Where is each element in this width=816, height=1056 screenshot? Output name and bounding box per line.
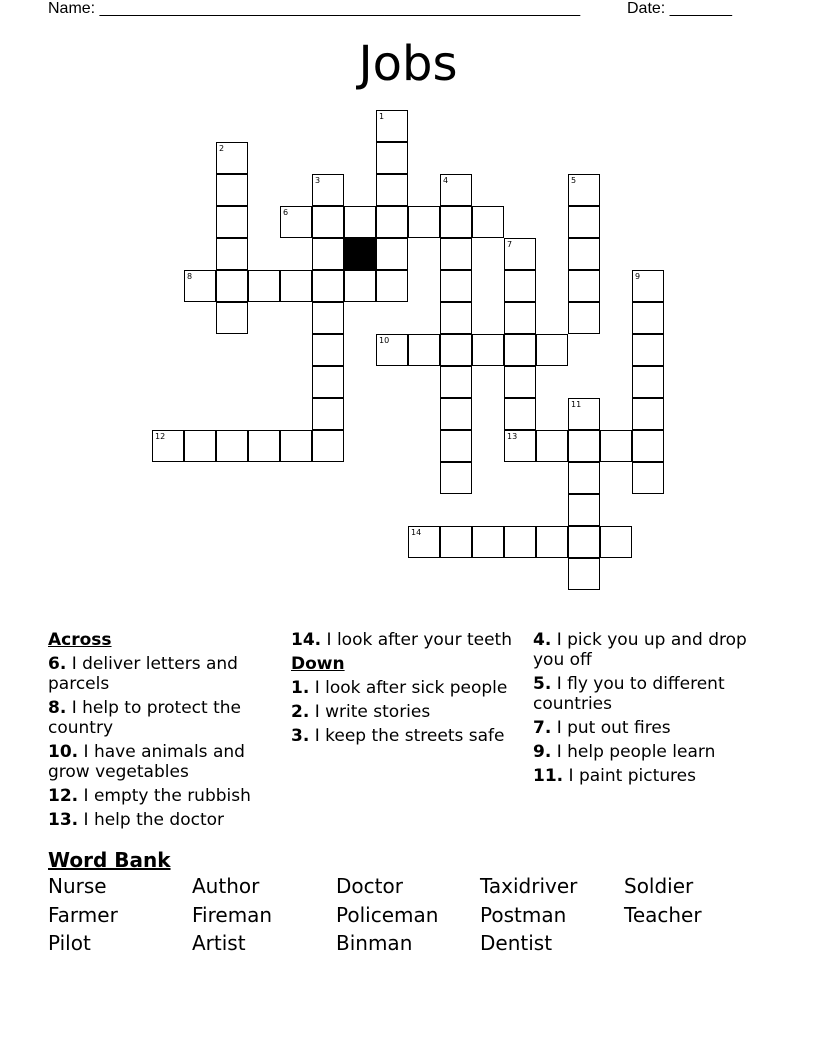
grid-cell[interactable] [504, 526, 536, 558]
clue-down-3 [291, 726, 523, 746]
clue-across-8 [48, 698, 280, 738]
word-bank-item: Teacher [624, 902, 702, 927]
clue-number: 2. [291, 702, 310, 722]
grid-cell[interactable] [632, 462, 664, 494]
grid-cell[interactable] [280, 430, 312, 462]
grid-cell[interactable] [312, 430, 344, 462]
clue-text: I help the doctor [83, 810, 224, 830]
word-bank-item: Binman [336, 931, 413, 955]
grid-cell[interactable] [440, 526, 472, 558]
grid-cell[interactable] [632, 430, 664, 462]
word-bank-heading: Word Bank [48, 848, 171, 872]
grid-number-4: 4 [443, 176, 449, 185]
clue-number: 8. [48, 698, 67, 718]
across-heading: Across [48, 630, 112, 650]
clue-across-12 [48, 786, 280, 806]
grid-cell[interactable] [376, 206, 408, 238]
grid-number-13: 13 [507, 432, 518, 441]
grid-cell[interactable] [216, 302, 248, 334]
grid-cell[interactable] [504, 270, 536, 302]
grid-cell[interactable] [312, 302, 344, 334]
clue-down-9 [533, 742, 765, 762]
grid-cell[interactable] [440, 366, 472, 398]
word-bank-item: Postman [480, 902, 567, 927]
grid-cell[interactable] [216, 174, 248, 206]
grid-number-10: 10 [379, 336, 390, 345]
clue-column-1 [48, 630, 280, 834]
clue-text: I fly you to different countries [533, 674, 725, 714]
clue-number: 6. [48, 654, 67, 674]
grid-cell[interactable] [440, 462, 472, 494]
grid-number-12: 12 [155, 432, 166, 441]
grid-cell[interactable] [440, 270, 472, 302]
clue-column-2 [291, 630, 523, 750]
grid-number-6: 6 [283, 208, 289, 217]
word-bank-item: Nurse [48, 874, 107, 898]
clue-number: 11. [533, 766, 564, 786]
grid-cell[interactable] [472, 334, 504, 366]
grid-cell[interactable] [312, 334, 344, 366]
clue-column-3 [533, 630, 765, 790]
clue-down-7 [533, 718, 765, 738]
grid-number-2: 2 [219, 144, 225, 153]
clue-number: 3. [291, 726, 310, 746]
clue-text: I put out fires [556, 718, 671, 738]
clue-across-14 [291, 630, 523, 650]
grid-number-9: 9 [635, 272, 641, 281]
clue-text: I keep the streets safe [314, 726, 505, 746]
grid-cell[interactable] [600, 526, 632, 558]
clue-text: I help people learn [556, 742, 716, 762]
clue-text: I have animals and grow vegetables [48, 742, 245, 782]
clue-text: I look after sick people [314, 678, 508, 698]
clue-number: 10. [48, 742, 79, 762]
clue-number: 4. [533, 630, 552, 650]
clue-across-6 [48, 654, 280, 694]
grid-cell[interactable] [184, 430, 216, 462]
grid-cell[interactable] [408, 334, 440, 366]
grid-cell[interactable] [216, 270, 248, 302]
word-bank-item: Doctor [336, 874, 403, 898]
clue-down-1 [291, 678, 523, 698]
word-bank-item: Dentist [480, 931, 553, 955]
clue-number: 14. [291, 630, 322, 650]
grid-number-7: 7 [507, 240, 513, 249]
clue-number: 1. [291, 678, 310, 698]
grid-cell[interactable] [632, 398, 664, 430]
grid-cell[interactable] [312, 270, 344, 302]
grid-cell[interactable] [376, 142, 408, 174]
grid-cell[interactable] [312, 366, 344, 398]
grid-cell[interactable] [568, 430, 600, 462]
date-field-label: Date: _______ [627, 0, 732, 17]
grid-cell[interactable] [568, 462, 600, 494]
clue-down-4 [533, 630, 765, 670]
word-bank-item: Taxidriver [480, 874, 578, 898]
grid-cell[interactable] [504, 302, 536, 334]
word-bank-item: Author [192, 874, 260, 898]
clue-text: I deliver letters and parcels [48, 654, 238, 694]
grid-cell[interactable] [376, 270, 408, 302]
grid-cell[interactable] [632, 334, 664, 366]
clue-text: I write stories [314, 702, 431, 722]
name-field-label: Name: ______________________________________________________ [48, 0, 581, 17]
grid-cell[interactable] [568, 302, 600, 334]
grid-cell[interactable] [504, 398, 536, 430]
grid-cell[interactable] [440, 302, 472, 334]
clue-down-5 [533, 674, 765, 714]
grid-cell[interactable] [568, 206, 600, 238]
grid-number-14: 14 [411, 528, 422, 537]
grid-cell[interactable] [440, 430, 472, 462]
grid-number-8: 8 [187, 272, 193, 281]
grid-cell[interactable] [440, 238, 472, 270]
grid-number-11: 11 [571, 400, 582, 409]
grid-cell[interactable] [248, 430, 280, 462]
clue-down-11 [533, 766, 765, 786]
clue-text: I pick you up and drop you off [533, 630, 747, 670]
clue-across-13 [48, 810, 280, 830]
grid-cell[interactable] [472, 526, 504, 558]
grid-cell[interactable] [216, 238, 248, 270]
grid-cell[interactable] [312, 206, 344, 238]
word-bank-item: Fireman [192, 902, 273, 927]
grid-cell[interactable] [632, 302, 664, 334]
word-bank-item: Soldier [624, 874, 694, 898]
clue-number: 12. [48, 786, 79, 806]
clue-text: I empty the rubbish [83, 786, 251, 806]
clue-text: I help to protect the country [48, 698, 241, 738]
word-bank-item: Farmer [48, 902, 118, 927]
grid-cell[interactable] [344, 270, 376, 302]
grid-cell[interactable] [568, 270, 600, 302]
clue-number: 9. [533, 742, 552, 762]
grid-cell[interactable] [216, 206, 248, 238]
grid-cell[interactable] [344, 206, 376, 238]
clue-number: 13. [48, 810, 79, 830]
grid-cell[interactable] [440, 206, 472, 238]
grid-cell[interactable] [472, 206, 504, 238]
grid-cell[interactable] [312, 398, 344, 430]
grid-cell[interactable] [600, 430, 632, 462]
grid-cell[interactable] [568, 494, 600, 526]
grid-number-3: 3 [315, 176, 321, 185]
grid-cell[interactable] [568, 238, 600, 270]
word-bank-item: Artist [192, 931, 246, 955]
grid-cell[interactable] [536, 334, 568, 366]
word-bank-item: Policeman [336, 902, 439, 927]
grid-number-5: 5 [571, 176, 577, 185]
grid-cell[interactable] [280, 270, 312, 302]
grid-cell[interactable] [632, 366, 664, 398]
grid-cell[interactable] [376, 238, 408, 270]
page-title: Jobs [358, 36, 458, 92]
clue-text: I paint pictures [568, 766, 696, 786]
grid-cell[interactable] [504, 366, 536, 398]
grid-cell[interactable] [440, 334, 472, 366]
grid-cell[interactable] [216, 430, 248, 462]
grid-block [344, 238, 376, 270]
word-bank-item: Pilot [48, 931, 91, 955]
grid-cell[interactable] [568, 558, 600, 590]
grid-cell[interactable] [568, 526, 600, 558]
clue-down-2 [291, 702, 523, 722]
grid-cell[interactable] [376, 174, 408, 206]
grid-cell[interactable] [536, 430, 568, 462]
grid-cell[interactable] [408, 206, 440, 238]
grid-cell[interactable] [312, 238, 344, 270]
clue-text: I look after your teeth [326, 630, 512, 650]
down-heading: Down [291, 654, 345, 674]
grid-cell[interactable] [536, 526, 568, 558]
grid-cell[interactable] [248, 270, 280, 302]
grid-cell[interactable] [440, 398, 472, 430]
clue-across-10 [48, 742, 280, 782]
grid-cell[interactable] [504, 334, 536, 366]
clue-number: 7. [533, 718, 552, 738]
grid-number-1: 1 [379, 112, 385, 121]
clue-number: 5. [533, 674, 552, 694]
